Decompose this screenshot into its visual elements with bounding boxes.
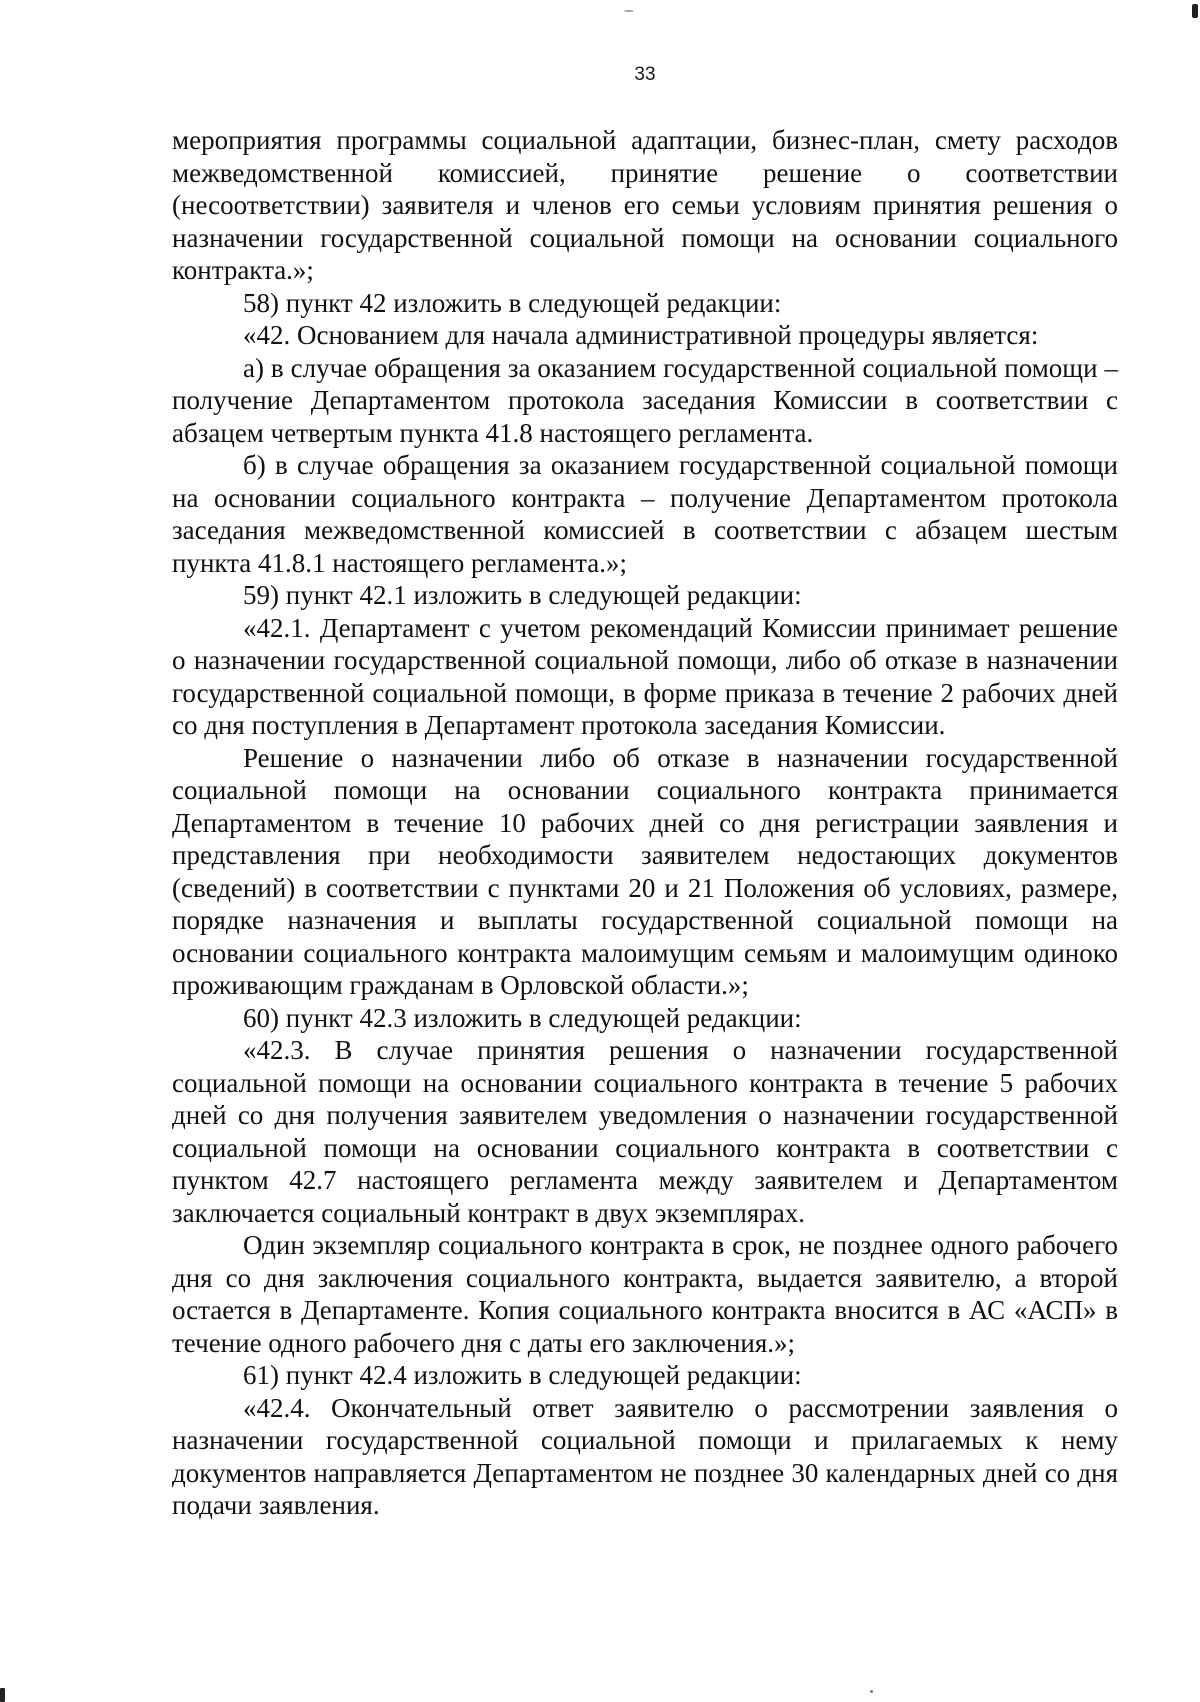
document-body xyxy=(172,124,1118,1522)
paragraph-8: Решение о назначении либо об отказе в назначении государственной социальной помощи на основании социального контракта принимается Департаментом в течение 10 рабочих дней со дня регистрации заявления и представления при необходимости заявителем недостающих документов (сведений) в соответствии с пунктами 20 и 21 Положения об условиях, размере, порядке назначения и выплаты государственной социальной помощи на основании социального контракта малоимущим семьям и малоимущим одиноко проживающим гражданам в Орловской области.»; xyxy=(172,742,1118,1000)
scan-speck xyxy=(870,1690,873,1693)
paragraph-2: 58) пункт 42 изложить в следующей редакции: xyxy=(243,287,782,318)
paragraph-6: 59) пункт 42.1 изложить в следующей редакции: xyxy=(243,580,802,610)
paragraph-1: мероприятия программы социальной адаптации, бизнес-план, смету расходов межведомственной комиссией, принятие решение о соответствии (несоответствии) заявителя и членов его семьи условиям принятия решения о назначении государственной социальной помощи на основании социального контракта.»; xyxy=(172,125,1118,285)
paragraph-10: «42.3. В случае принятия решения о назначении государственной социальной помощи на основании социального контракта в течение 5 рабочих дней со дня получения заявителем уведомления о назначении государственной социальной помощи на основании социального контракта в соответствии с пунктом 42.7 настоящего регламента между заявителем и Департаментом заключается социальный контракт в двух экземплярах. xyxy=(172,1035,1118,1228)
paragraph-9: 60) пункт 42.3 изложить в следующей редакции: xyxy=(243,1002,802,1033)
paragraph-11: Один экземпляр социального контракта в срок, не позднее одного рабочего дня со дня заключения социального контракта, выдается заявителю, а второй остается в Департаменте. Копия социального контракта вносится в АС «АСП» в течение одного рабочего дня с даты его заключения.»; xyxy=(172,1230,1118,1358)
paragraph-12: 61) пункт 42.4 изложить в следующей редакции: xyxy=(243,1360,802,1390)
paragraph-4: а) в случае обращения за оказанием государственной социальной помощи – получение Департаментом протокола заседания Комиссии в соответствии с абзацем четвертым пункта 41.8 настоящего регламента. xyxy=(172,352,1118,448)
scan-speck xyxy=(0,1688,5,1702)
paragraph-7: «42.1. Департамент с учетом рекомендаций Комиссии принимает решение о назначении государственной социальной помощи, либо об отказе в назначении государственной социальной помощи, в форме приказа в течение 2 рабочих дней со дня поступления в Департамент протокола заседания Комиссии. xyxy=(172,612,1118,740)
scan-speck xyxy=(1192,4,1198,18)
paragraph-13: «42.4. Окончательный ответ заявителю о рассмотрении заявления о назначении государственной социальной помощи и прилагаемых к нему документов направляется Департаментом не позднее 30 календарных дней со дня подачи заявления. xyxy=(172,1392,1118,1520)
scan-speck xyxy=(624,10,634,12)
paragraph-5: б) в случае обращения за оказанием государственной социальной помощи на основании социального контракта – получение Департаментом протокола заседания межведомственной комиссией в соответствии с абзацем шестым пункта 41.8.1 настоящего регламента.»; xyxy=(172,450,1118,578)
paragraph-3: «42. Основанием для начала административной процедуры является: xyxy=(243,320,1039,350)
page-number: 33 xyxy=(634,64,656,85)
